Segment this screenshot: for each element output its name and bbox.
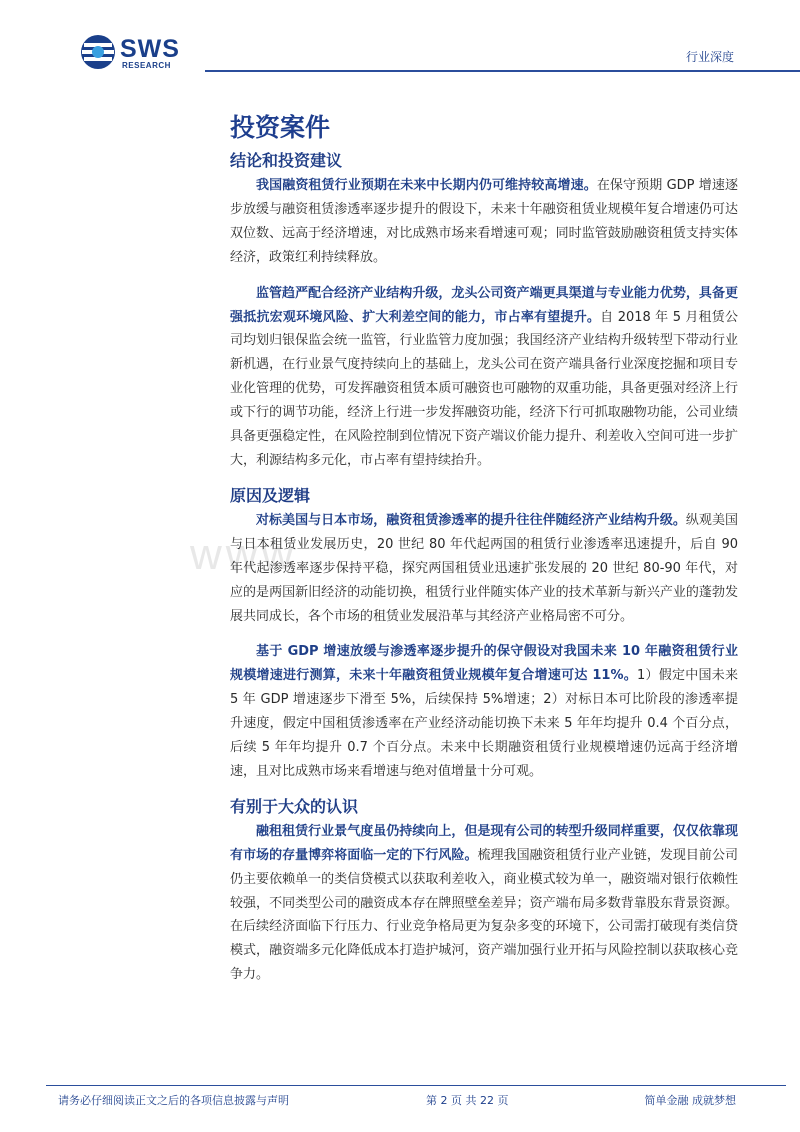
footer-divider (46, 1085, 786, 1086)
section-heading: 结论和投资建议 (230, 151, 343, 170)
section-conclusion (230, 148, 738, 473)
paragraph-lead: 我国融资租赁行业预期在未来中长期内仍可维持较高增速。 (256, 178, 597, 193)
paragraph (230, 509, 738, 629)
section-heading: 有别于大众的认识 (230, 796, 359, 816)
paragraph (230, 640, 738, 783)
paragraph (230, 174, 738, 270)
section-reasons (230, 483, 738, 784)
paragraph (230, 282, 738, 473)
paragraph (230, 820, 738, 987)
paragraph-body: 纵观美国与日本租赁业发展历史，20 世纪 80 年代起两国的租赁行业渗透率迅速提升，后自 90 年代起渗透率逐步保持平稳，探究两国租赁业迅速扩张发展的 20 世纪 80-90 年代，对应的是两国新旧经济的动能切换，租赁行业伴随实体产业的技术革新与新兴产业的蓬勃发展共同成长，各个市场的租赁业发展沿革与其经济产业格局密不可分。 (230, 512, 738, 624)
page-header (0, 0, 800, 110)
logo-subtext: RESEARCH (122, 61, 171, 70)
sws-logo (80, 34, 210, 74)
watermark: www. (190, 530, 312, 579)
section-heading: 原因及逻辑 (230, 485, 311, 505)
paragraph-lead: 对标美国与日本市场，融资租赁渗透率的提升往往伴随经济产业结构升级。 (256, 512, 686, 528)
paragraph-body: 梳理我国融资租赁行业产业链，发现目前公司仍主要依赖单一的类信贷模式以获取利差收入，商业模式较为单一，融资端对银行依赖性较强，不同类型公司的融资成本存在牌照壁垒差异；资产端布局多数背靠股东背景资源。在后续经济面临下行压力、行业竞争格局更为复杂多变的环境下，公司需打破现有类信贷模式，融资端多元化降低成本打造护城河，资产端加强行业开拓与风险控制以获取核心竞争力。 (230, 847, 738, 983)
report-type-tag: 行业深度 (685, 50, 734, 64)
paragraph-body: 在保守预期 GDP 增速逐步放缓与融资租赁渗透率逐步提升的假设下，未来十年融资租赁业规模年复合增速仍可达双位数、远高于经济增速，对比成熟市场来看增速可观；同时监管鼓励融资租赁支持实体经济，政策红利持续释放。 (230, 178, 738, 265)
main-content (230, 108, 738, 987)
sws-logo-icon (80, 34, 116, 70)
disclaimer-notice: 请务必仔细阅读正文之后的各项信息披露与声明 (58, 1094, 289, 1107)
paragraph-lead: 监管趋严配合经济产业结构升级，龙头公司资产端更具渠道与专业能力优势，具备更强抵抗宏观环境风险、扩大利差空间的能力，市占率有望提升。 (230, 285, 738, 325)
paragraph-lead: 基于 GDP 增速放缓与渗透率逐步提升的保守假设对我国未来 10 年融资租赁行业规模增速进行测算，未来十年融资租赁业规模年复合增速可达 11%。 (230, 644, 738, 684)
page-title: 投资案件 (230, 113, 331, 142)
slogan: 简单金融 成就梦想 (644, 1094, 736, 1107)
header-divider (205, 70, 800, 72)
page-footer (0, 1080, 800, 1132)
section-different-view (230, 794, 738, 987)
paragraph-body: 自 2018 年 5 月租赁公司均划归银保监会统一监管，行业监管力度加强；我国经济产业结构升级转型下带动行业新机遇，在行业景气度持续向上的基础上，龙头公司在资产端具备行业深度挖掘和项目专业化管理的优势，可发挥融资租赁本质可融资也可融物的双重功能，具备更强对经济上行或下行的调节功能，经济上行进一步发挥融资功能，经济下行可抓取融物功能，公司业绩具备更强稳定性，在风险控制到位情况下资产端议价能力提升、利差收入空间可进一步扩大，利源结构多元化，市占率有望持续抬升。 (230, 309, 738, 468)
page-number: 第 2 页 共 22 页 (426, 1094, 509, 1107)
paragraph-lead: 融租租赁行业景气度虽仍持续向上，但是现有公司的转型升级同样重要，仅仅依靠现有市场的存量博弈将面临一定的下行风险。 (230, 823, 738, 863)
paragraph-body: 1）假定中国未来 5 年 GDP 增速逐步下滑至 5%，后续保持 5%增速；2）对标日本可比阶段的渗透率提升速度，假定中国租赁渗透率在产业经济动能切换下未来 5 年年均提升 0.4 个百分点，后续 5 年年均提升 0.7 个百分点。未来中长期融资租赁行业规模增速仍远高于经济增速，且对比成熟市场来看增速与绝对值增量十分可观。 (230, 668, 738, 779)
logo-text: SWS (120, 35, 180, 63)
